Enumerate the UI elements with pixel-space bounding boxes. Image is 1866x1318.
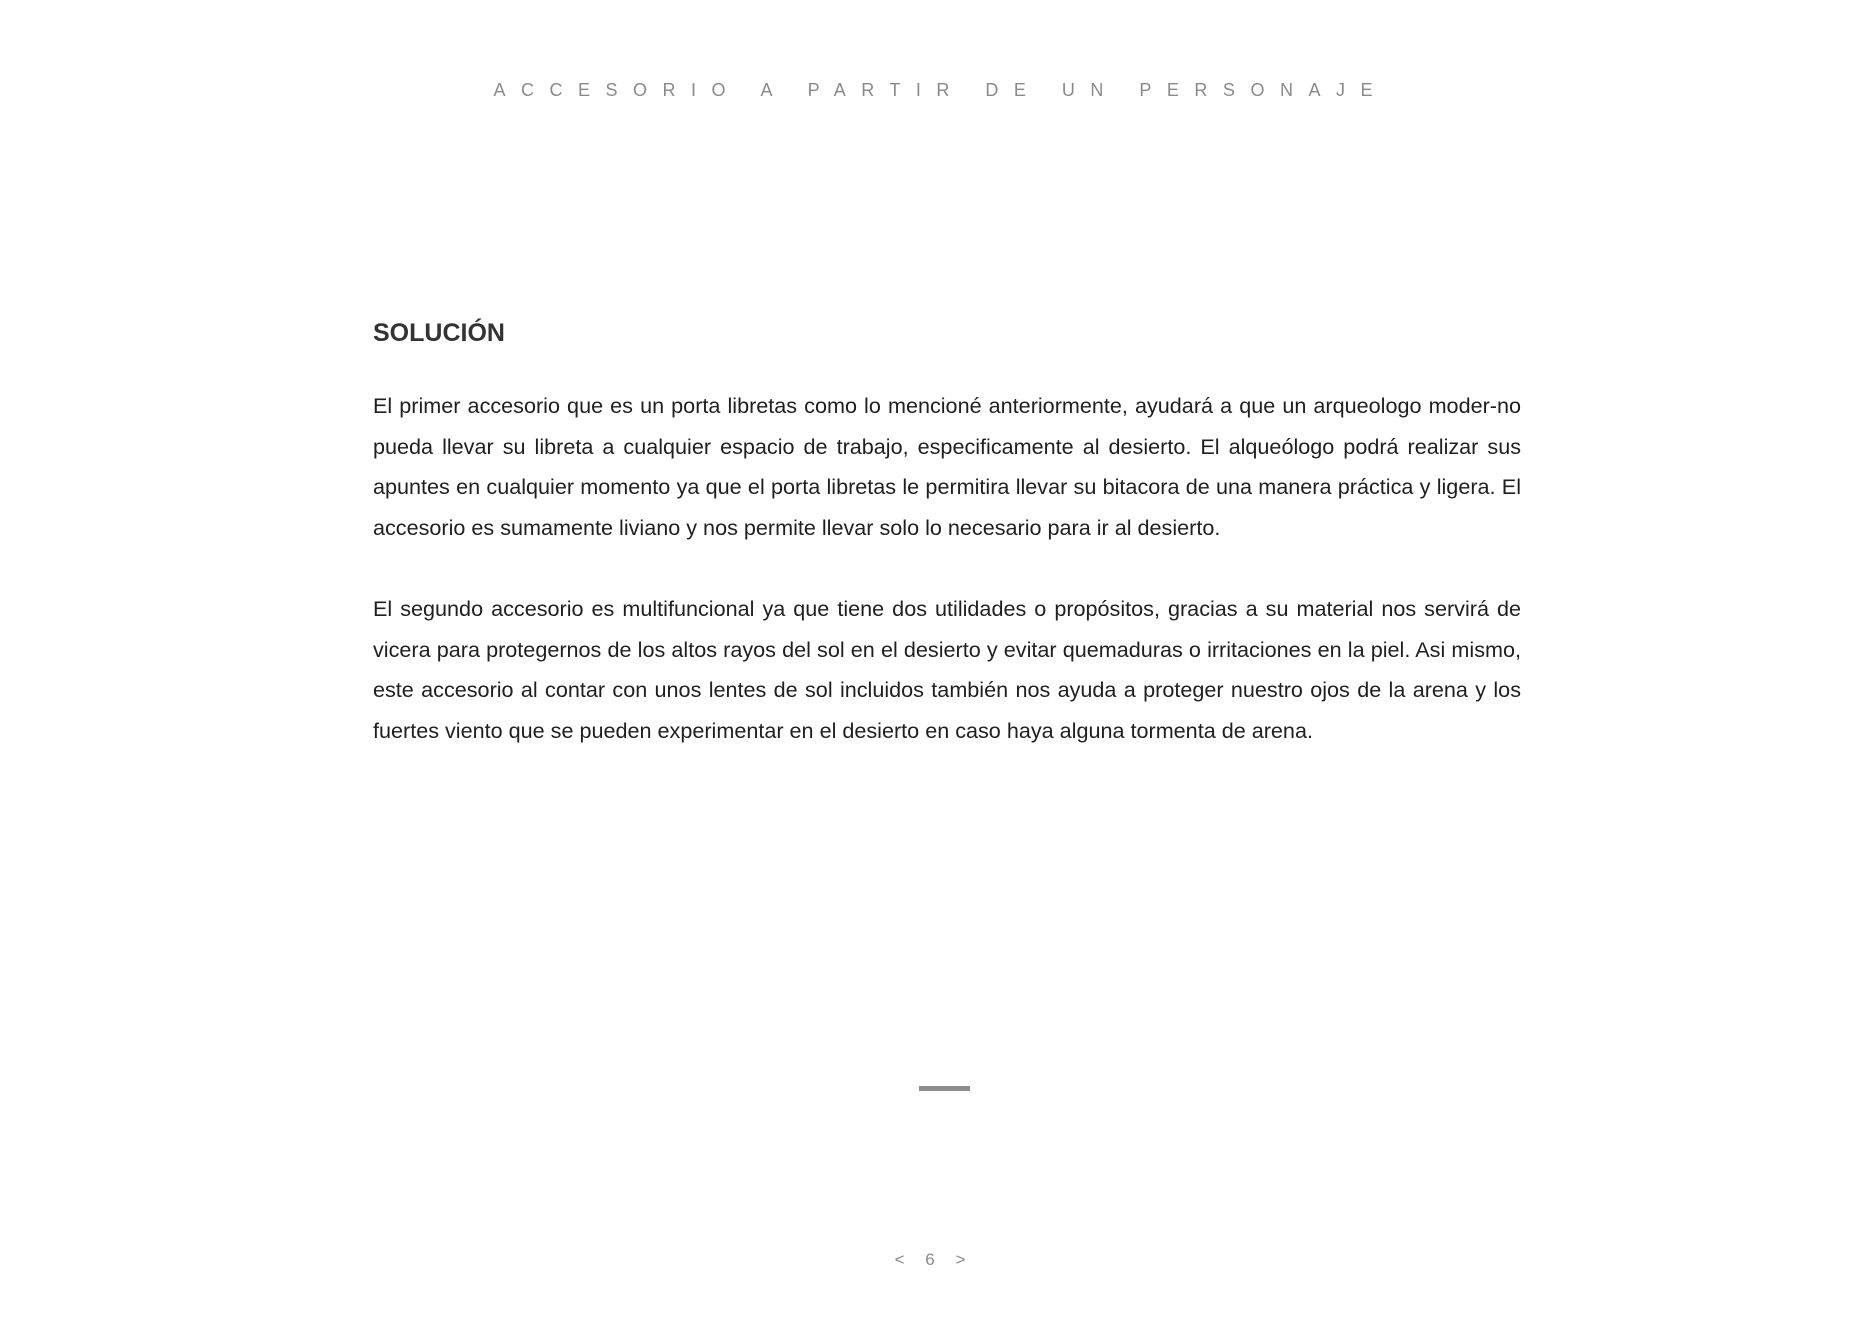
- section-title: SOLUCIÓN: [373, 319, 505, 347]
- divider-line: [919, 1086, 970, 1091]
- main-content: [373, 318, 1521, 792]
- running-header: ACCESORIO A PARTIR DE UN PERSONAJE: [493, 80, 1388, 100]
- paragraph-1: El primer accesorio que es un porta libretas como lo mencioné anteriormente, ayudará a que un arqueologo moder-no pueda llevar su libreta a cualquier espacio de trabajo, especificamente al desierto. El alqueólogo podrá realizar sus apuntes en cualquier momento ya que el porta libretas le permitira llevar su bitacora de una manera práctica y ligera. El accesorio es sumamente liviano y nos permite llevar solo lo necesario para ir al desierto.: [373, 393, 1521, 540]
- paragraph-2: El segundo accesorio es multifuncional ya que tiene dos utilidades o propósitos, gracias a su material nos servirá de vicera para protegernos de los altos rayos del sol en el desierto y evitar quemaduras o irritaciones en la piel. Asi mismo, este accesorio al contar con unos lentes de sol incluidos también nos ayuda a proteger nuestro ojos de la arena y los fuertes viento que se pueden experimentar en el desierto en caso haya alguna tormenta de arena.: [373, 596, 1521, 743]
- page-number: < 6 >: [894, 1250, 972, 1269]
